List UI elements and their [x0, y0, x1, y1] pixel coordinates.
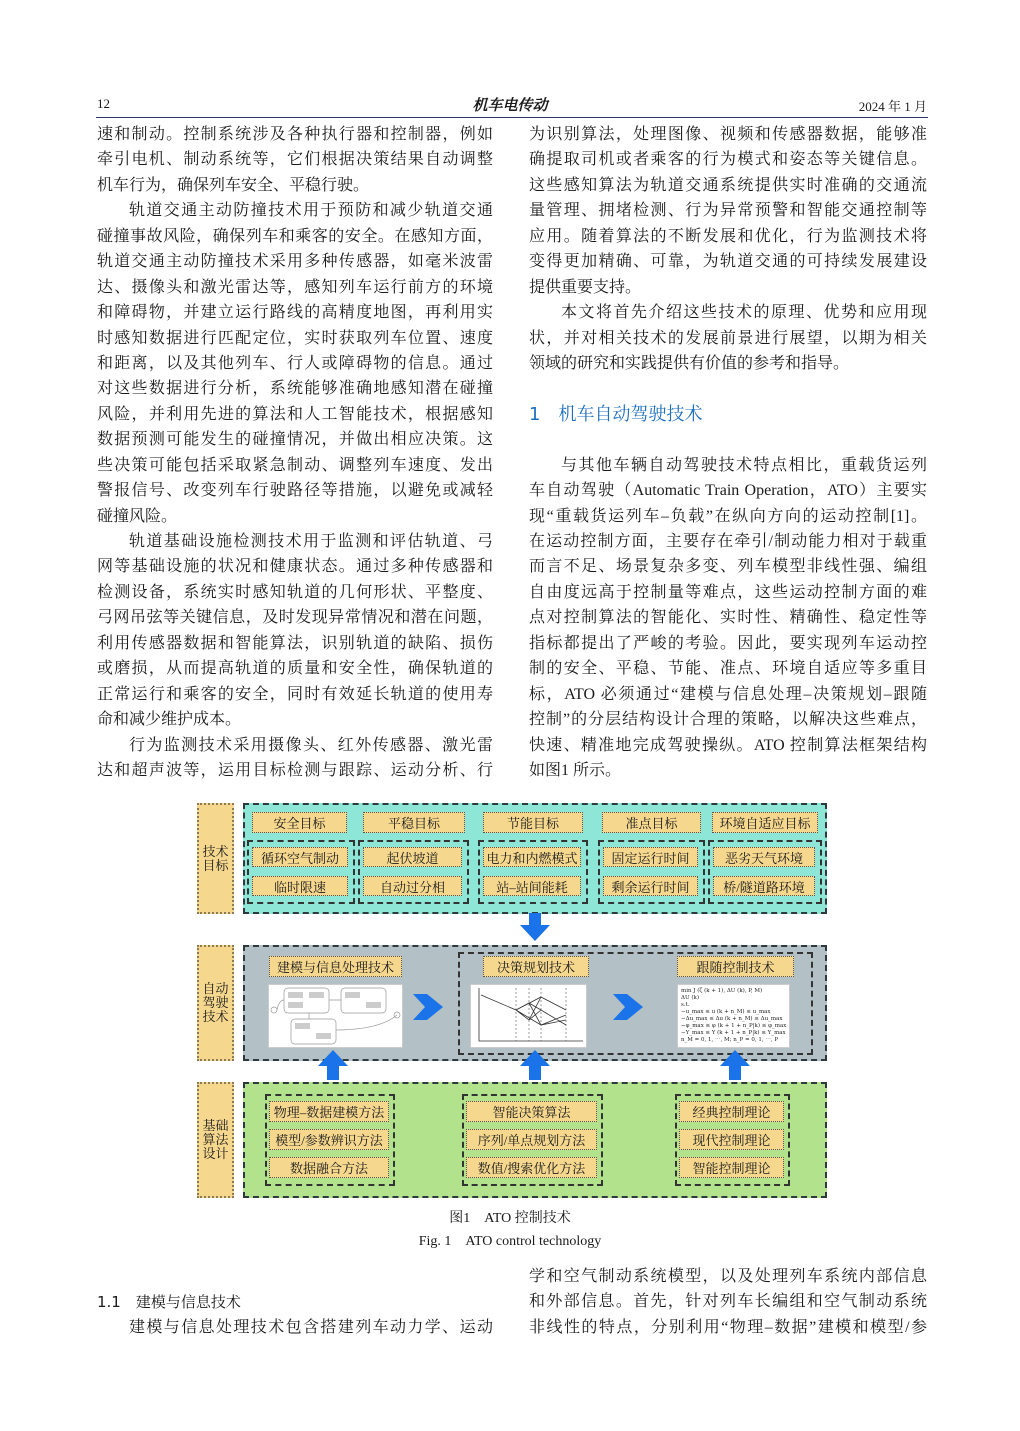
text-line: 快速、精准地完成驾驶操纵。ATO 控制算法框架结构	[529, 736, 927, 754]
text-line: 确提取司机或者乘客的行为模式和姿态等关键信息。	[529, 151, 927, 169]
text-line: 学和空气制动系统模型，以及处理列车系统内部信息	[529, 1268, 927, 1285]
right-column-bottom	[529, 1264, 927, 1340]
constraint-cell: 电力和内燃模式	[483, 847, 581, 867]
text-line: 和障碍物，并建立运行路线的高精度地图，再利用实	[97, 304, 493, 322]
constraint-cell: 起伏坡道	[363, 847, 462, 867]
section-heading: 1.1 建模与信息技术	[97, 1293, 241, 1311]
text-line: 为识别算法，处理图像、视频和传感器数据，能够准	[529, 126, 927, 143]
text-line: 达、摄像头和激光雷达等，感知列车运行前方的环境	[97, 278, 493, 296]
arrow-right-icon	[613, 992, 643, 1022]
formula-line: −Δu_max ≤ Δu (k + n_M) ≤ Δu_max	[681, 1016, 783, 1022]
formula-line: −u_max ≤ u (k + n_M) ≤ u_max	[681, 1009, 771, 1015]
text-line: 标，ATO 必须通过“建模与信息处理–决策规划–跟随	[529, 685, 927, 703]
text-line: 行为监测技术采用摄像头、红外传感器、激光雷	[129, 736, 493, 754]
left-column-bottom	[97, 1290, 493, 1341]
algorithm-cell: 智能控制理论	[679, 1157, 784, 1178]
algorithm-cell: 序列/单点规划方法	[466, 1129, 597, 1150]
text-line: 数据预测可能发生的碰撞情况，并做出相应决策。这	[97, 431, 493, 449]
text-line: 速和制动。控制系统涉及各种执行器和控制器，例如	[97, 126, 493, 143]
text-line: 控制”的分层结构设计合理的策略，以解决这些难点，	[529, 711, 927, 729]
formula-line: min J (ζ (k + 1), ΔU (k), P, M)	[681, 988, 763, 994]
text-line: 对这些数据进行分析，系统能够准确地感知潜在碰撞	[97, 380, 493, 398]
figure-caption-cn: 图1 ATO 控制技术	[449, 1211, 571, 1226]
target-cell: 安全目标	[252, 812, 347, 833]
text-line: 网等基础设施的状况和健康状态。通过多种传感器和	[97, 558, 493, 576]
issue-date: 2024 年 1 月	[858, 99, 927, 114]
constraint-cell: 桥/隧道路环境	[713, 876, 815, 896]
text-line: 些决策可能包括采取紧急制动、调整列车速度、发出	[97, 456, 493, 474]
figure-caption-en: Fig. 1 ATO control technology	[418, 1234, 602, 1249]
text-line: 车自动驾驶（Automatic Train Operation，ATO）主要实	[529, 482, 927, 500]
text-line: 风险，并利用先进的算法和人工智能技术，根据感知	[97, 405, 493, 423]
text-line: 领域的研究和实践提供有价值的参考和指导。	[529, 354, 850, 372]
modeling-diagram-image	[268, 984, 403, 1048]
text-line: 命和减少维护成本。	[97, 711, 242, 729]
arrow-down-icon	[520, 913, 550, 941]
text-line	[529, 376, 927, 401]
text-line: 而言不足、场景复杂多变、列车模型非线性强、编组	[529, 558, 927, 576]
arrow-up-icon	[720, 1050, 750, 1080]
text-line: 轨道基础设施检测技术用于监测和评估轨道、弓	[129, 533, 493, 550]
constraint-cell: 固定运行时间	[603, 847, 698, 867]
formula-line: n_M = 0, 1, ⋯, M; n_P = 0, 1, ⋯, P	[681, 1037, 779, 1043]
text-line: 这些感知算法为轨道交通系统提供实时准确的交通流	[529, 176, 927, 194]
text-line: 建模与信息处理技术包含搭建列车动力学、运动	[129, 1319, 493, 1337]
header-rule	[96, 117, 928, 118]
constraint-cell: 临时限速	[252, 876, 348, 896]
constraint-cell: 循环空气制动	[252, 847, 348, 867]
row-label: 基础 算法 设计	[197, 1082, 234, 1198]
text-line: 弓网吊弦等关键信息，及时发现异常情况和潜在问题，	[97, 609, 493, 627]
left-column	[97, 122, 493, 783]
control-formula	[677, 984, 790, 1048]
text-line: 在运动控制方面，主要存在牵引/制动能力相对于载重	[529, 533, 927, 550]
text-line: 机车行为，确保列车安全、平稳行驶。	[97, 176, 370, 194]
text-line: 碰撞风险。	[97, 507, 178, 525]
text-line: 牵引电机、制动系统等，它们根据决策结果自动调整	[97, 151, 493, 169]
text-line: 和外部信息。首先，针对列车长编组和空气制动系统	[529, 1293, 927, 1311]
text-line: 时感知数据进行匹配定位，实时获取列车位置、速度	[97, 329, 493, 347]
row-label: 技术 目标	[197, 803, 234, 914]
algorithm-cell: 物理–数据建模方法	[269, 1101, 389, 1122]
algorithm-cell: 数值/搜索优化方法	[466, 1157, 597, 1178]
text-line: 碰撞事故风险，确保列车和乘客的安全。在感知方面，	[97, 227, 493, 245]
arrow-up-icon	[318, 1050, 348, 1080]
algorithm-cell: 数据融合方法	[269, 1157, 389, 1178]
formula-line: −Y_max ≤ Y (k + 1 + n_P|k) ≤ Y_max	[681, 1030, 786, 1036]
tech-title: 跟随控制技术	[677, 956, 794, 977]
text-line: 如图1 所示。	[529, 761, 622, 779]
target-cell: 准点目标	[602, 812, 701, 833]
text-line: 警报信号、改变列车行驶路径等措施，以避免或减轻	[97, 482, 493, 500]
text-line: 检测设备，系统实时感知轨道的几何形状、平整度、	[97, 583, 493, 601]
page-number: 12	[97, 96, 110, 111]
text-line: 提供重要支持。	[529, 278, 642, 296]
text-line: 轨道交通主动防撞技术采用多种传感器，如毫米波雷	[97, 253, 493, 271]
text-line: 状，并对相关技术的发展前景进行展望，以期为相关	[529, 329, 927, 347]
text-line: 非线性的特点，分别利用“物理–数据”建模和模型/参	[529, 1318, 927, 1336]
text-line: 现“重载货运列车–负载”在纵向方向的运动控制[1]。	[529, 507, 927, 525]
formula-line: ΔU (k)	[681, 995, 699, 1001]
constraint-cell: 自动过分相	[363, 876, 462, 896]
text-line: 和距离，以及其他列车、行人或障碍物的信息。通过	[97, 354, 493, 372]
algorithm-cell: 智能决策算法	[466, 1101, 597, 1122]
algorithm-cell: 模型/参数辨识方法	[269, 1129, 389, 1150]
row-label: 自动 驾驶 技术	[197, 945, 234, 1061]
text-line: 量管理、拥堵检测、行为异常预警和智能交通控制等	[529, 202, 927, 220]
text-line: 变得更加精确、可靠，为轨道交通的可持续发展建设	[529, 253, 927, 271]
constraint-cell: 站–站间能耗	[483, 876, 581, 896]
tech-title: 决策规划技术	[483, 956, 589, 977]
journal-title: 机车电传动	[472, 98, 548, 114]
target-cell: 平稳目标	[363, 812, 465, 833]
right-column	[529, 122, 927, 783]
algorithm-cell: 现代控制理论	[679, 1129, 784, 1150]
text-line: 制的安全、平稳、节能、准点、环境自适应等多重目	[529, 660, 927, 678]
target-cell: 节能目标	[483, 812, 583, 833]
text-line: 正常运行和乘客的安全，同时有效延长轨道的使用寿	[97, 685, 493, 703]
text-line: 轨道交通主动防撞技术用于预防和减少轨道交通	[129, 202, 493, 220]
arrow-right-icon	[413, 992, 443, 1022]
tech-title: 建模与信息处理技术	[269, 956, 402, 977]
target-cell: 环境自适应目标	[712, 812, 818, 833]
formula-line: −φ_max ≤ φ (k + 1 + n_P|k) ≤ φ_max	[681, 1023, 787, 1029]
constraint-cell: 恶劣天气环境	[713, 847, 815, 867]
arrow-up-icon	[520, 1050, 550, 1080]
text-line: 达和超声波等，运用目标检测与跟踪、运动分析、行	[97, 761, 493, 779]
section-heading: 1 机车自动驾驶技术	[529, 403, 703, 425]
text-line: 或磨损，从而提高轨道的质量和安全性，确保轨道的	[97, 660, 493, 678]
text-line	[529, 427, 927, 452]
text-line: 指标都提出了严峻的考验。因此，要实现列车运动控	[529, 634, 927, 652]
text-line: 与其他车辆自动驾驶技术特点相比，重载货运列	[561, 456, 927, 474]
text-line: 点对控制算法的智能化、实时性、精确性、稳定性等	[529, 609, 927, 627]
decision-planning-graph-image	[470, 984, 587, 1048]
constraint-cell: 剩余运行时间	[603, 876, 698, 896]
text-line: 利用传感器数据和智能算法，识别轨道的缺陷、损伤	[97, 634, 493, 652]
text-line: 应用。随着算法的不断发展和优化，行为监测技术将	[529, 227, 927, 245]
text-line: 自由度远高于控制量等难点，这些运动控制方面的难	[529, 583, 927, 601]
formula-line: s.t.	[681, 1002, 690, 1008]
text-line: 本文将首先介绍这些技术的原理、优势和应用现	[561, 304, 927, 322]
algorithm-cell: 经典控制理论	[679, 1101, 784, 1122]
